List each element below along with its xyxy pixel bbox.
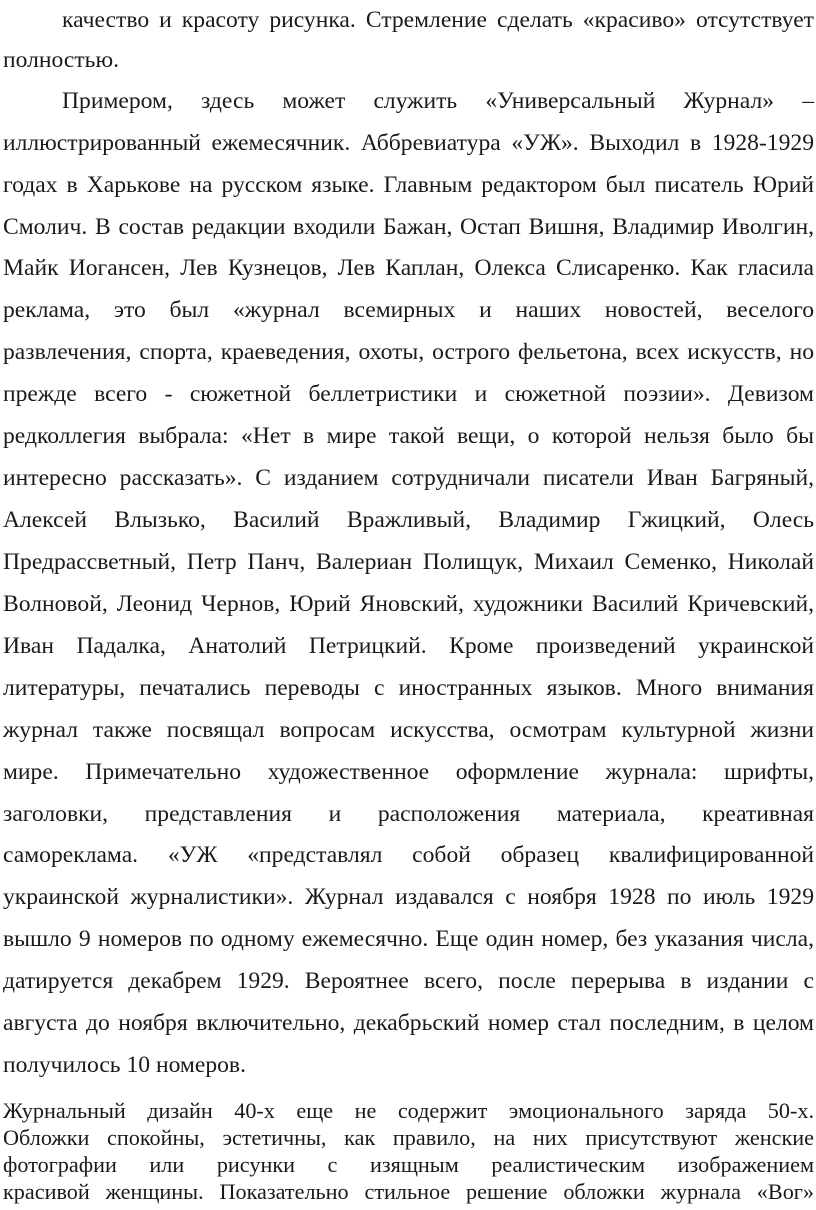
text-line: самореклама. «УЖ «представлял собой образец квалифицированной [3, 842, 814, 868]
text-line: Предрассветный, Петр Панч, Валериан Полищук, Михаил Семенко, Николай [3, 549, 814, 575]
text-line: заголовки, представления и расположения материала, креативная [3, 801, 814, 827]
text-line: получилось 10 номеров. [3, 1052, 246, 1078]
text-line: иллюстрированный ежемесячник. Аббревиатура «УЖ». Выходил в 1928-1929 [3, 130, 814, 156]
text-line: литературы, печатались переводы с иностранных языков. Много внимания [3, 675, 814, 701]
text-line: Примером, здесь может служить «Универсальный Журнал» – [62, 88, 814, 114]
text-line: качество и красоту рисунка. Стремление сделать «красиво» отсутствует [62, 7, 814, 33]
text-line: фотографии или рисунки с изящным реалистическим изображением [3, 1152, 814, 1177]
text-line: интересно рассказать». С изданием сотрудничали писатели Иван Багряный, [3, 465, 814, 491]
text-line: Иван Падалка, Анатолий Петрицкий. Кроме произведений украинской [3, 633, 814, 659]
text-line: Алексей Влызько, Василий Вражливый, Владимир Гжицкий, Олесь [3, 507, 814, 533]
text-line: украинской журналистики». Журнал издавался с ноября 1928 по июль 1929 [3, 884, 814, 910]
text-line: датируется декабрем 1929. Вероятнее всего, после перерыва в издании с [3, 968, 814, 994]
text-line: вышло 9 номеров по одному ежемесячно. Еще один номер, без указания числа, [3, 926, 814, 952]
text-line: редколлегия выбрала: «Нет в мире такой вещи, о которой нельзя было бы [3, 423, 814, 449]
text-line: Журнальный дизайн 40-х еще не содержит эмоционального заряда 50-х. [3, 1098, 814, 1123]
text-line: красивой женщины. Показательно стильное решение обложки журнала «Вог» [3, 1179, 814, 1204]
text-line: годах в Харькове на русском языке. Главным редактором был писатель Юрий [3, 172, 814, 198]
text-line: Обложки спокойны, эстетичны, как правило, на них присутствуют женские [3, 1125, 814, 1150]
text-line: журнал также посвящал вопросам искусства, осмотрам культурной жизни [3, 717, 814, 743]
text-line: развлечения, спорта, краеведения, охоты, острого фельетона, всех искусств, но [3, 339, 814, 365]
text-line: Волновой, Леонид Чернов, Юрий Яновский, художники Василий Кричевский, [3, 591, 814, 617]
text-line: прежде всего - сюжетной беллетристики и сюжетной поэзии». Девизом [3, 381, 814, 407]
text-line: Майк Иогансен, Лев Кузнецов, Лев Каплан, Олекса Слисаренко. Как гласила [3, 255, 814, 281]
text-line: реклама, это был «журнал всемирных и наших новостей, веселого [3, 297, 814, 323]
text-line: мире. Примечательно художественное оформление журнала: шрифты, [3, 759, 814, 785]
text-line: Смолич. В состав редакции входили Бажан, Остап Вишня, Владимир Иволгин, [3, 214, 814, 240]
text-line: августа до ноября включительно, декабрьский номер стал последним, в целом [3, 1010, 814, 1036]
text-line: полностью. [3, 47, 119, 73]
